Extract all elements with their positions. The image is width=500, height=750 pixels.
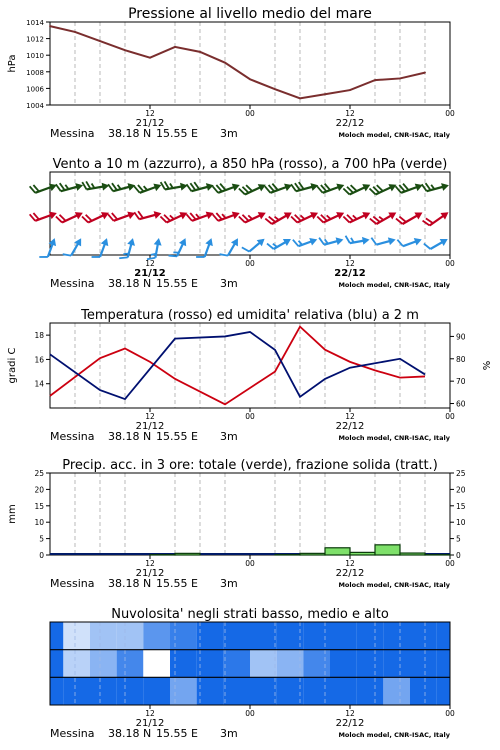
x-tick-label: 12 bbox=[145, 109, 155, 118]
wind-barb bbox=[108, 177, 136, 195]
y-right-tick-label: 80 bbox=[456, 354, 466, 364]
wind-barb bbox=[343, 177, 372, 199]
cloud-cell bbox=[143, 677, 170, 705]
location-name: Messina bbox=[50, 727, 95, 740]
location-lat: 38.18 N bbox=[108, 430, 152, 443]
plot-frame bbox=[50, 473, 450, 555]
y-tick-label: 14 bbox=[34, 379, 44, 389]
cloud-cell bbox=[277, 650, 304, 678]
cloud-cell bbox=[143, 650, 170, 678]
cloud-cell bbox=[330, 622, 357, 650]
x-tick-label: 12 bbox=[145, 412, 155, 421]
barb-flag bbox=[165, 181, 169, 189]
location-lon: 15.55 E bbox=[156, 277, 198, 290]
wind-barb bbox=[134, 205, 162, 223]
wind-barb bbox=[319, 232, 344, 250]
barb-arrowhead bbox=[388, 181, 398, 191]
cloud-cell bbox=[437, 622, 450, 650]
cloud-cell bbox=[50, 622, 63, 650]
cloud-cell bbox=[303, 677, 330, 705]
location-lon: 15.55 E bbox=[156, 430, 198, 443]
date-label: 22/12 bbox=[335, 421, 365, 432]
y-tick-label: 1012 bbox=[26, 35, 44, 44]
cloud-cell bbox=[170, 622, 197, 650]
location-name: Messina bbox=[50, 430, 95, 443]
barb-arrowhead bbox=[258, 209, 268, 219]
pressure-point bbox=[374, 79, 376, 81]
cloud-cell bbox=[250, 677, 277, 705]
cloud-cell bbox=[197, 677, 224, 705]
date-label: 21/12 bbox=[135, 421, 165, 432]
date-label: 22/12 bbox=[335, 568, 365, 579]
barb-arrowhead bbox=[154, 237, 163, 245]
x-tick-label: 00 bbox=[445, 412, 455, 421]
wind-barb bbox=[108, 205, 137, 225]
barb-arrowhead bbox=[74, 236, 84, 246]
model-note: Moloch model, CNR-ISAC, Italy bbox=[338, 281, 450, 289]
location-lat: 38.18 N bbox=[108, 727, 152, 740]
y-tick-label: 1006 bbox=[26, 85, 44, 94]
x-tick-label: 12 bbox=[345, 109, 355, 118]
x-tick-label: 00 bbox=[445, 109, 455, 118]
y-right-tick-label: 20 bbox=[456, 485, 466, 495]
location-lat: 38.18 N bbox=[108, 577, 152, 590]
precip-bar bbox=[175, 553, 200, 555]
cloud-cell bbox=[303, 622, 330, 650]
barb-flag bbox=[39, 254, 48, 260]
cloud-cell bbox=[90, 650, 117, 678]
pressure-point bbox=[124, 49, 126, 51]
date-label: 22/12 bbox=[334, 268, 366, 279]
plot-frame bbox=[50, 323, 450, 408]
wind-barb bbox=[30, 177, 59, 197]
cloud-cell bbox=[437, 677, 450, 705]
wind-barb bbox=[196, 235, 215, 261]
barb-flag bbox=[161, 182, 165, 190]
y-right-axis-label: % bbox=[482, 360, 493, 371]
precip-bar bbox=[375, 545, 400, 555]
wind-barb bbox=[187, 177, 215, 195]
cloud-cell bbox=[90, 677, 117, 705]
wind-barb bbox=[317, 177, 346, 197]
pressure-point bbox=[224, 62, 226, 64]
wind-barb bbox=[134, 177, 163, 197]
barb-arrowhead bbox=[309, 236, 318, 246]
y-right-tick-label: 0 bbox=[456, 551, 461, 560]
location-elev: 3m bbox=[220, 577, 238, 590]
wind-barb bbox=[293, 232, 319, 251]
wind-barb bbox=[265, 177, 294, 197]
cloud-cell bbox=[197, 650, 224, 678]
y-tick-label: 15 bbox=[34, 501, 44, 511]
wind-barb bbox=[317, 205, 346, 227]
y-tick-label: 18 bbox=[34, 331, 44, 341]
y-tick-label: 16 bbox=[34, 355, 44, 365]
x-tick-label: 12 bbox=[145, 259, 155, 268]
pressure-point bbox=[424, 72, 426, 74]
x-tick-label: 12 bbox=[145, 709, 155, 718]
cloud-cell bbox=[223, 677, 250, 705]
wind-barb bbox=[92, 235, 111, 261]
wind-barb bbox=[370, 206, 399, 229]
y-right-tick-label: 60 bbox=[456, 399, 466, 409]
wind-barb bbox=[265, 206, 294, 229]
location-name: Messina bbox=[50, 127, 95, 140]
barb-flag bbox=[220, 252, 228, 259]
x-tick-label: 00 bbox=[445, 709, 455, 718]
cloud-cell bbox=[143, 622, 170, 650]
chart-title: Precip. acc. in 3 ore: totale (verde), frazione solida (tratt.) bbox=[62, 458, 438, 473]
barb-flag bbox=[82, 182, 86, 190]
barb-arrowhead bbox=[362, 209, 372, 219]
precip-bar bbox=[400, 553, 425, 555]
cloud-cell bbox=[383, 622, 410, 650]
model-note: Moloch model, CNR-ISAC, Italy bbox=[338, 731, 450, 739]
chart-title: Nuvolosita' negli strati basso, medio e alto bbox=[111, 607, 389, 622]
pressure-point bbox=[349, 89, 351, 91]
cloud-cell bbox=[250, 622, 277, 650]
barb-arrowhead bbox=[231, 236, 241, 246]
model-note: Moloch model, CNR-ISAC, Italy bbox=[338, 131, 450, 139]
cloud-cell bbox=[277, 622, 304, 650]
cloud-cell bbox=[63, 677, 90, 705]
wind-barb bbox=[220, 234, 242, 260]
cloud-cell bbox=[383, 677, 410, 705]
precip-bar bbox=[300, 553, 325, 555]
barb-arrowhead bbox=[283, 236, 293, 246]
location-elev: 3m bbox=[220, 127, 238, 140]
wind-barb bbox=[423, 206, 451, 231]
pressure-point bbox=[99, 40, 101, 42]
location-elev: 3m bbox=[220, 430, 238, 443]
wind-barb bbox=[186, 205, 215, 225]
barb-arrowhead bbox=[362, 236, 370, 245]
wind-barb bbox=[56, 177, 84, 195]
x-tick-label: 12 bbox=[345, 559, 355, 568]
y-right-tick-label: 90 bbox=[456, 332, 466, 342]
wind-barb bbox=[397, 232, 423, 251]
cloud-cell bbox=[117, 650, 144, 678]
x-tick-label: 00 bbox=[445, 559, 455, 568]
barb-arrowhead bbox=[440, 236, 450, 246]
y-tick-label: 1004 bbox=[26, 102, 44, 110]
y-tick-label: 25 bbox=[34, 469, 44, 478]
wind-barb bbox=[213, 177, 242, 197]
cloud-cell bbox=[223, 650, 250, 678]
cloud-cell bbox=[250, 650, 277, 678]
pressure-point bbox=[199, 51, 201, 53]
barb-flag bbox=[293, 239, 299, 248]
y-right-tick-label: 15 bbox=[456, 501, 466, 511]
barb-arrowhead bbox=[441, 181, 450, 191]
precip-bar bbox=[350, 552, 375, 555]
chart-title: Vento a 10 m (azzurro), a 850 hPa (rosso), a 700 hPa (verde) bbox=[52, 157, 448, 172]
x-tick-label: 00 bbox=[245, 259, 255, 268]
location-lat: 38.18 N bbox=[108, 277, 152, 290]
x-tick-label: 12 bbox=[345, 709, 355, 718]
barb-arrowhead bbox=[205, 237, 215, 246]
wind-barb bbox=[422, 177, 450, 195]
pressure-point bbox=[299, 97, 301, 99]
pressure-line bbox=[50, 26, 425, 98]
barb-arrowhead bbox=[127, 237, 137, 246]
x-tick-label: 00 bbox=[245, 412, 255, 421]
pressure-point bbox=[324, 93, 326, 95]
model-note: Moloch model, CNR-ISAC, Italy bbox=[338, 581, 450, 589]
plot-frame bbox=[50, 22, 450, 105]
model-note: Moloch model, CNR-ISAC, Italy bbox=[338, 434, 450, 442]
y-axis-label: gradi C bbox=[7, 347, 18, 384]
cloud-cell bbox=[277, 677, 304, 705]
date-label: 21/12 bbox=[134, 268, 166, 279]
location-lat: 38.18 N bbox=[108, 127, 152, 140]
wind-barb bbox=[169, 235, 190, 261]
cloud-cell bbox=[197, 622, 224, 650]
barb-flag bbox=[371, 237, 376, 246]
wind-barb bbox=[424, 232, 450, 254]
cloud-cell bbox=[90, 622, 117, 650]
wind-barb bbox=[291, 205, 320, 227]
y-tick-label: 1008 bbox=[26, 68, 44, 77]
wind-barb bbox=[343, 205, 372, 227]
pressure-point bbox=[274, 88, 276, 90]
barb-arrowhead bbox=[388, 236, 397, 246]
cloud-cell bbox=[330, 650, 357, 678]
barb-arrowhead bbox=[388, 209, 398, 219]
x-tick-label: 12 bbox=[145, 559, 155, 568]
wind-barb bbox=[239, 205, 268, 227]
barb-flag bbox=[86, 181, 90, 189]
location-name: Messina bbox=[50, 277, 95, 290]
barb-flag bbox=[242, 245, 249, 253]
location-elev: 3m bbox=[220, 277, 238, 290]
cloud-cell bbox=[330, 677, 357, 705]
y-tick-label: 5 bbox=[39, 534, 44, 544]
chart-title: Pressione al livello medio del mare bbox=[128, 6, 372, 22]
wind-barb bbox=[161, 178, 189, 194]
wind-barb bbox=[82, 205, 111, 227]
wind-barb bbox=[82, 178, 110, 194]
pressure-point bbox=[249, 78, 251, 80]
y-tick-label: 1010 bbox=[26, 52, 44, 61]
wind-barb bbox=[63, 234, 85, 260]
wind-barb bbox=[119, 236, 137, 261]
cloud-cell bbox=[410, 622, 437, 650]
location-lon: 15.55 E bbox=[156, 577, 198, 590]
barb-arrowhead bbox=[179, 236, 189, 246]
barb-arrowhead bbox=[258, 181, 268, 191]
pressure-point bbox=[174, 46, 176, 48]
wind-barb bbox=[242, 233, 267, 257]
wind-barb bbox=[56, 205, 85, 227]
date-label: 22/12 bbox=[335, 118, 365, 129]
barb-flag bbox=[63, 252, 71, 259]
y-axis-label: mm bbox=[7, 504, 18, 524]
x-tick-label: 00 bbox=[445, 259, 455, 268]
cloud-cell bbox=[357, 677, 384, 705]
y-right-tick-label: 25 bbox=[456, 469, 466, 478]
barb-arrowhead bbox=[179, 209, 189, 219]
barb-flag bbox=[169, 253, 178, 259]
wind-barb bbox=[39, 235, 58, 261]
x-tick-label: 00 bbox=[245, 559, 255, 568]
x-tick-label: 12 bbox=[345, 412, 355, 421]
y-axis-label: hPa bbox=[7, 54, 18, 73]
barb-flag bbox=[319, 237, 324, 246]
cloud-cell bbox=[357, 622, 384, 650]
date-label: 21/12 bbox=[135, 118, 165, 129]
wind-barb bbox=[267, 232, 293, 254]
y-tick-label: 20 bbox=[34, 485, 44, 495]
pressure-point bbox=[149, 57, 151, 59]
cloud-cell bbox=[437, 650, 450, 678]
date-label: 21/12 bbox=[135, 568, 165, 579]
pressure-point bbox=[49, 25, 51, 27]
barb-arrowhead bbox=[414, 236, 423, 246]
wind-barb bbox=[291, 177, 319, 195]
date-label: 22/12 bbox=[335, 718, 365, 729]
cloud-cell bbox=[357, 650, 384, 678]
pressure-point bbox=[399, 78, 401, 80]
cloud-cell bbox=[50, 650, 63, 678]
humidity-line bbox=[50, 332, 425, 399]
wind-barb bbox=[371, 232, 396, 250]
cloud-cell bbox=[410, 650, 437, 678]
wind-barb bbox=[370, 177, 399, 199]
cloud-cell bbox=[63, 622, 90, 650]
pressure-point bbox=[74, 31, 76, 33]
cloud-cell bbox=[63, 650, 90, 678]
x-tick-label: 12 bbox=[345, 259, 355, 268]
cloud-cell bbox=[410, 677, 437, 705]
y-tick-label: 1014 bbox=[26, 19, 44, 27]
cloud-cell bbox=[50, 677, 63, 705]
y-tick-label: 0 bbox=[39, 551, 44, 560]
cloud-cell bbox=[303, 650, 330, 678]
cloud-cell bbox=[117, 677, 144, 705]
cloud-cell bbox=[117, 622, 144, 650]
wind-barb bbox=[213, 205, 242, 225]
precip-bar bbox=[325, 548, 350, 555]
date-label: 21/12 bbox=[135, 718, 165, 729]
x-tick-label: 00 bbox=[245, 109, 255, 118]
barb-flag bbox=[267, 242, 274, 250]
cloud-cell bbox=[170, 677, 197, 705]
location-lon: 15.55 E bbox=[156, 727, 198, 740]
location-lon: 15.55 E bbox=[156, 127, 198, 140]
wind-barb bbox=[239, 177, 268, 199]
barb-flag bbox=[119, 255, 128, 260]
wind-barb bbox=[147, 237, 163, 262]
location-name: Messina bbox=[50, 577, 95, 590]
y-right-tick-label: 5 bbox=[456, 534, 461, 544]
wind-barb bbox=[346, 232, 371, 248]
barb-arrowhead bbox=[414, 209, 424, 219]
y-right-tick-label: 70 bbox=[456, 377, 466, 387]
barb-arrowhead bbox=[336, 236, 345, 246]
barb-arrowhead bbox=[101, 209, 111, 219]
y-right-tick-label: 10 bbox=[456, 518, 466, 528]
barb-flag bbox=[346, 235, 350, 243]
barb-arrowhead bbox=[101, 237, 111, 246]
cloud-cell bbox=[383, 650, 410, 678]
y-tick-label: 10 bbox=[34, 518, 44, 528]
wind-barb bbox=[30, 205, 59, 225]
cloud-cell bbox=[170, 650, 197, 678]
location-elev: 3m bbox=[220, 727, 238, 740]
x-tick-label: 00 bbox=[245, 709, 255, 718]
chart-title: Temperatura (rosso) ed umidita' relativa (blu) a 2 m bbox=[81, 308, 419, 323]
cloud-cell bbox=[223, 622, 250, 650]
